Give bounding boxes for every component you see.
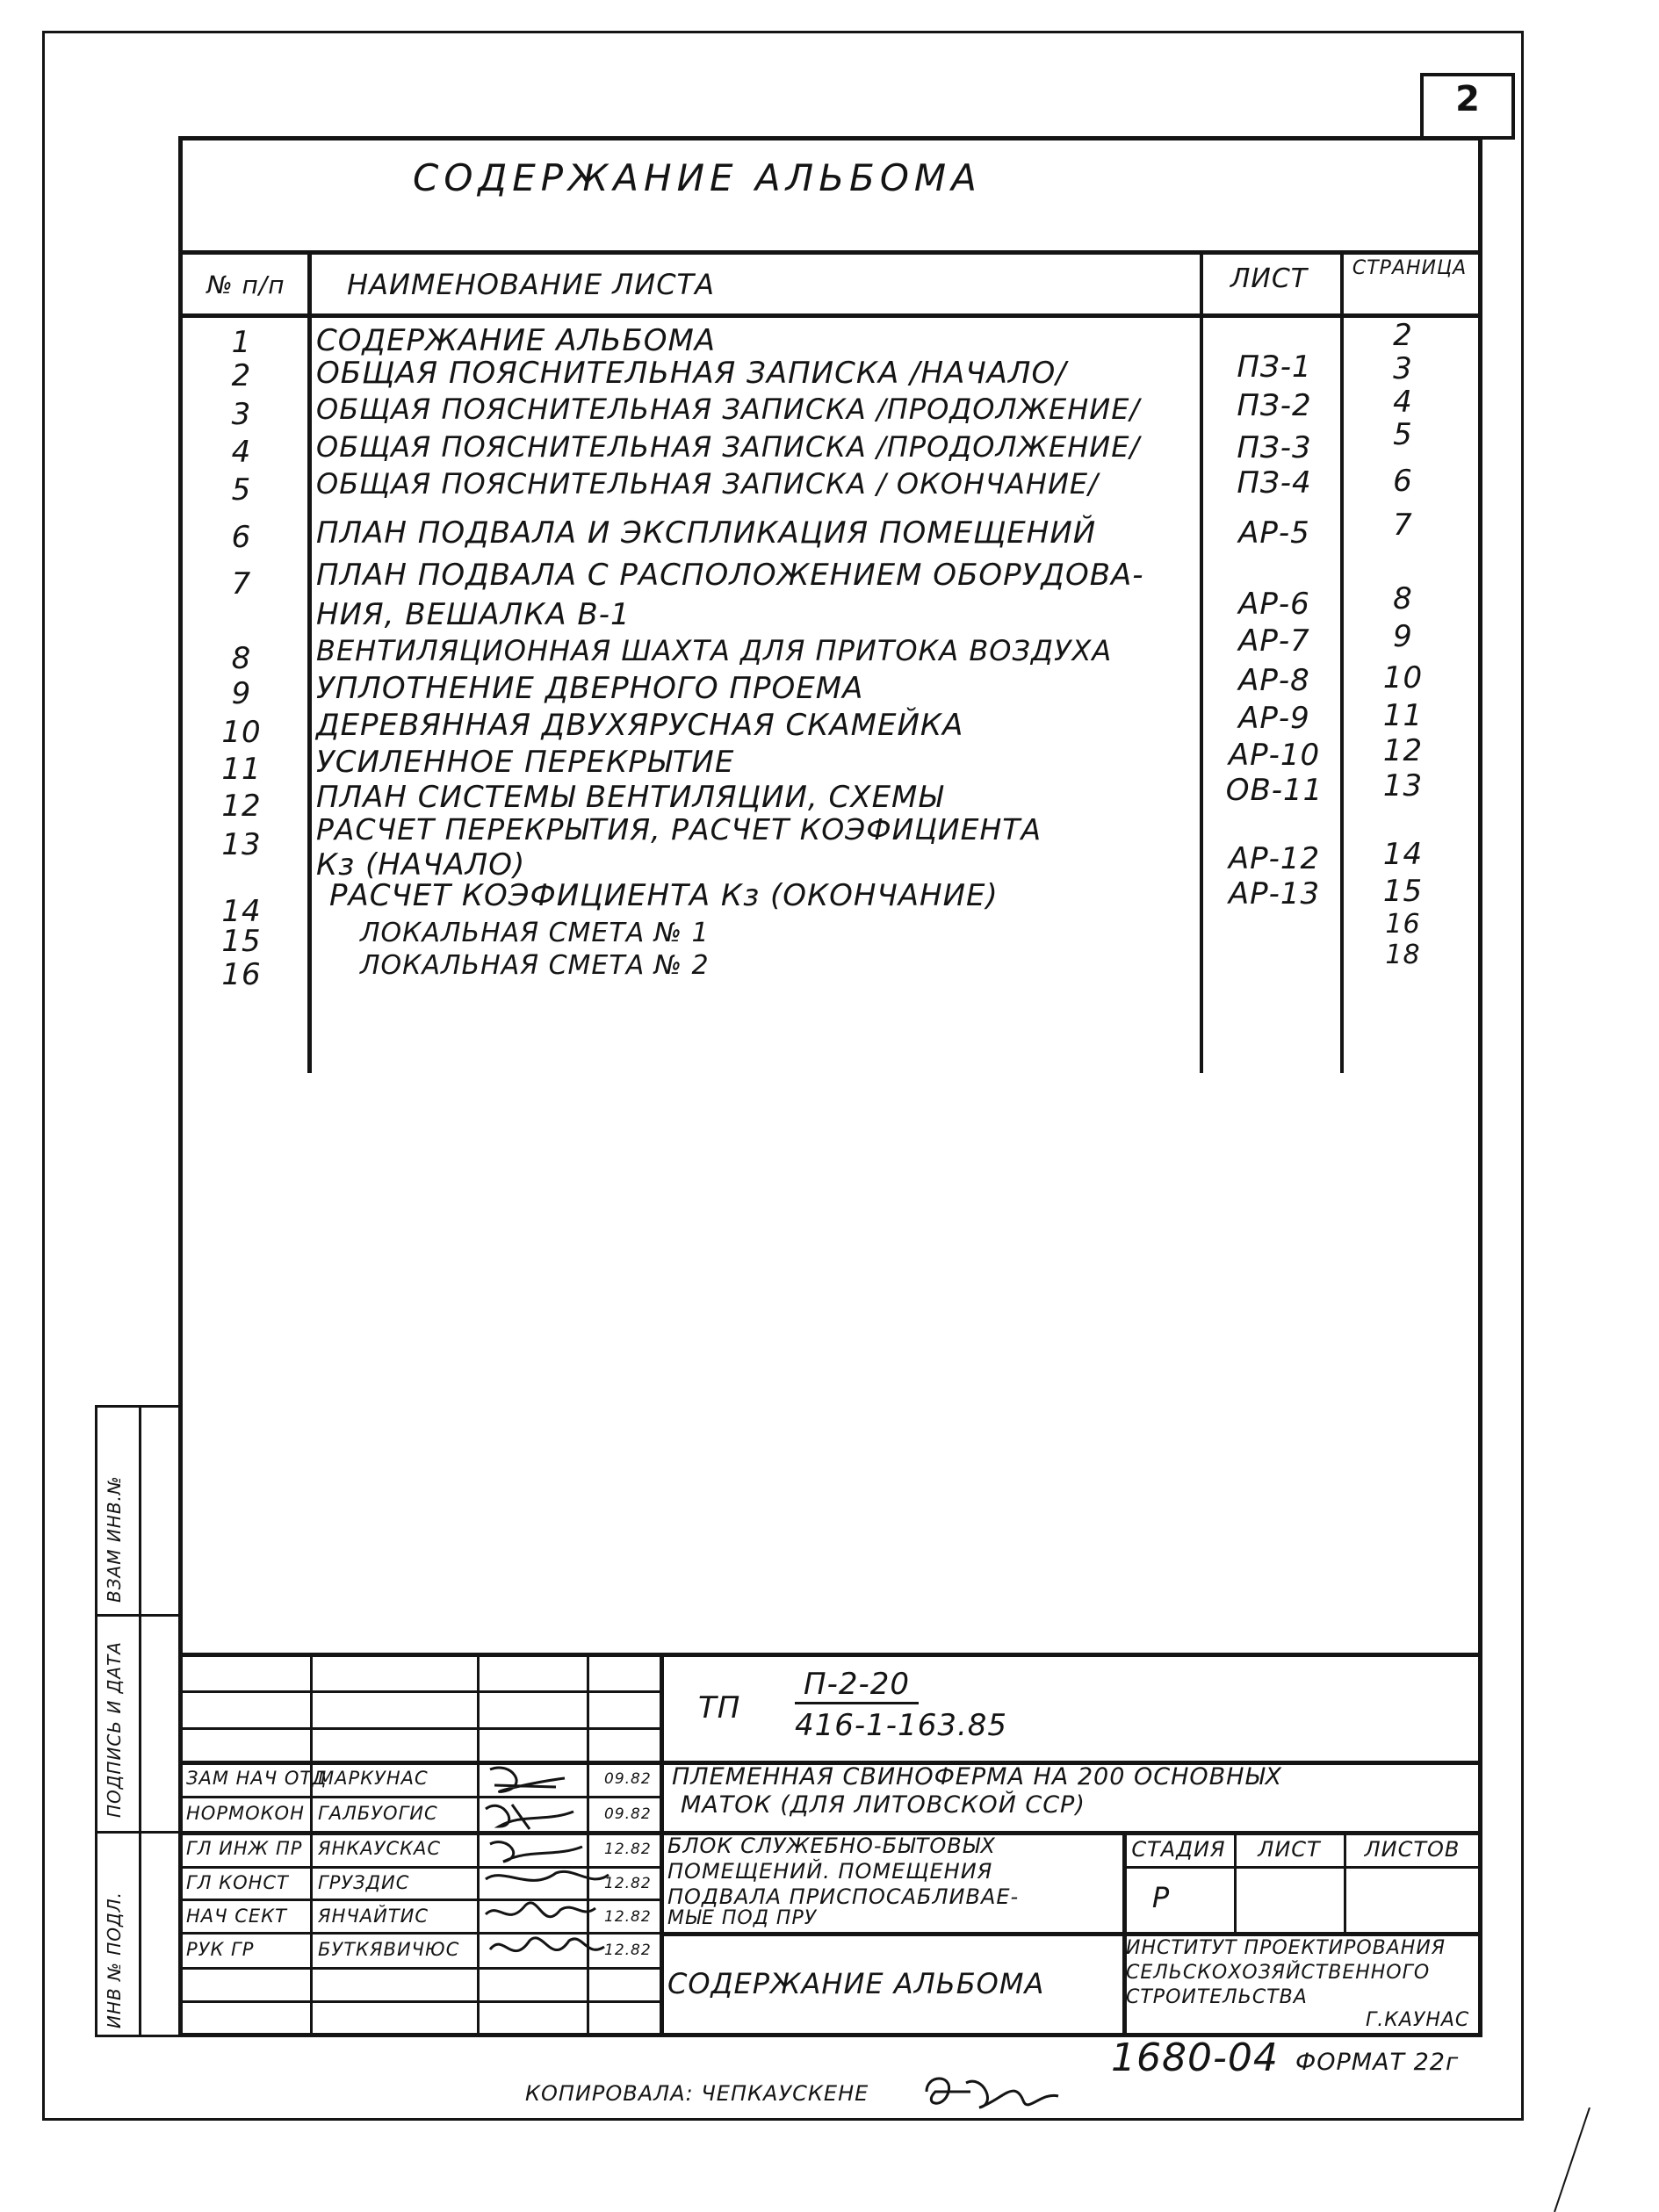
- row-14-page: 15: [1382, 874, 1424, 909]
- tb-role-1-name: МАРКУНАС: [318, 1768, 429, 1789]
- tb-code-prefix: ТП: [698, 1690, 741, 1726]
- tb-h-9: [660, 1932, 1482, 1936]
- stamp-number: 1680-04: [1111, 2035, 1279, 2080]
- tb-role-1: ЗАМ НАЧ ОТД: [186, 1768, 328, 1789]
- row-8-num: 8: [231, 641, 252, 676]
- tb-building-1: БЛОК СЛУЖЕБНО-БЫТОВЫХ: [667, 1834, 996, 1858]
- row-7-num: 7: [231, 566, 252, 602]
- header-num: № п/п: [206, 270, 285, 299]
- row-4-page: 5: [1393, 417, 1413, 452]
- col-divider-sheet: [1340, 252, 1344, 1073]
- tb-h-11: [178, 2000, 660, 2003]
- tb-role-4-name: ГРУЗДИС: [318, 1872, 410, 1893]
- row-5-page: 6: [1393, 464, 1413, 499]
- tb-role-6: РУК ГР: [186, 1939, 255, 1960]
- row-12-name: ПЛАН СИСТЕМЫ ВЕНТИЛЯЦИИ, СХЕМЫ: [316, 780, 944, 815]
- row-10-sheet: АР-9: [1238, 701, 1310, 736]
- side-stamp-divider: [139, 1405, 141, 2037]
- tb-role-5-date: 12.82: [604, 1908, 652, 1926]
- signature-5: [486, 1903, 595, 1917]
- tb-role-2-date: 09.82: [604, 1805, 652, 1823]
- signature-6: [490, 1938, 604, 1951]
- row-4-sheet: ПЗ-3: [1237, 430, 1312, 465]
- row-10-name: ДЕРЕВЯННАЯ ДВУХЯРУСНАЯ СКАМЕЙКА: [316, 708, 964, 743]
- row-8-name: ВЕНТИЛЯЦИОННАЯ ШАХТА ДЛЯ ПРИТОКА ВОЗДУХА: [316, 634, 1113, 667]
- row-6-num: 6: [231, 520, 252, 555]
- row-2-name: ОБЩАЯ ПОЯСНИТЕЛЬНАЯ ЗАПИСКА /НАЧАЛО/: [316, 356, 1067, 391]
- signature-4: [486, 1871, 609, 1880]
- tb-role-2-name: ГАЛБУОГИС: [318, 1803, 438, 1824]
- header-divider: [178, 313, 1482, 318]
- row-14-name: РАСЧЕТ КОЭФИЦИЕНТА Кз (ОКОНЧАНИЕ): [329, 878, 999, 913]
- row-13-name: РАСЧЕТ ПЕРЕКРЫТИЯ, РАСЧЕТ КОЭФИЦИЕНТА: [316, 812, 1042, 847]
- header-page: СТРАНИЦА: [1352, 257, 1468, 279]
- header-sheet: ЛИСТ: [1230, 263, 1309, 294]
- tb-role-3-date: 12.82: [604, 1841, 652, 1858]
- row-3-sheet: ПЗ-2: [1237, 388, 1312, 423]
- tb-v-main: [660, 1653, 664, 2037]
- row-9-num: 9: [231, 676, 252, 711]
- tb-institute-1: ИНСТИТУТ ПРОЕКТИРОВАНИЯ: [1126, 1937, 1446, 1959]
- tb-h-1: [178, 1690, 660, 1693]
- row-9-sheet: АР-8: [1238, 663, 1310, 698]
- tb-stage-value: Р: [1151, 1881, 1171, 1914]
- row-7-page: 8: [1393, 581, 1413, 616]
- row-11-num: 11: [221, 752, 262, 787]
- row-5-num: 5: [231, 472, 252, 508]
- row-13-num: 13: [221, 827, 262, 862]
- tb-institute-3: СТРОИТЕЛЬСТВА: [1126, 1986, 1308, 2008]
- tb-h-stage: [1122, 1866, 1482, 1869]
- tb-role-3-name: ЯНКАУСКАС: [318, 1838, 442, 1859]
- tb-sheets-label: ЛИСТОВ: [1364, 1837, 1461, 1862]
- row-15-num: 15: [221, 924, 262, 959]
- signature-1: [490, 1768, 565, 1791]
- tb-h-2: [178, 1727, 660, 1730]
- tb-institute-2: СЕЛЬСКОХОЗЯЙСТВЕННОГО: [1126, 1962, 1431, 1984]
- row-6-name: ПЛАН ПОДВАЛА И ЭКСПЛИКАЦИЯ ПОМЕЩЕНИЙ: [316, 515, 1097, 551]
- tb-role-2: НОРМОКОН: [186, 1803, 305, 1824]
- row-13-page: 14: [1382, 837, 1424, 872]
- row-12-num: 12: [221, 789, 262, 824]
- row-14-sheet: АР-13: [1228, 876, 1321, 911]
- row-5-sheet: ПЗ-4: [1237, 465, 1312, 501]
- format-label: ФОРМАТ 22г: [1295, 2049, 1460, 2076]
- tb-building-3: ПОДВАЛА ПРИСПОСАБЛИВАЕ-: [667, 1884, 1020, 1909]
- row-6-page: 7: [1393, 508, 1413, 543]
- tb-role-1-date: 09.82: [604, 1770, 652, 1788]
- row-9-name: УПЛОТНЕНИЕ ДВЕРНОГО ПРОЕМА: [316, 671, 864, 706]
- row-3-page: 4: [1393, 385, 1413, 420]
- row-8-sheet: АР-7: [1238, 623, 1310, 659]
- row-10-num: 10: [221, 715, 262, 750]
- row-15-name: ЛОКАЛЬНАЯ СМЕТА № 1: [360, 918, 710, 948]
- row-3-num: 3: [231, 397, 252, 432]
- side-stamp-replace: ВЗАМ ИНВ.№: [104, 1475, 125, 1603]
- row-12-page: 13: [1382, 768, 1424, 803]
- row-7-name-cont: НИЯ, ВЕШАЛКА В-1: [316, 597, 631, 632]
- row-16-num: 16: [221, 957, 262, 992]
- row-3-name: ОБЩАЯ ПОЯСНИТЕЛЬНАЯ ЗАПИСКА /ПРОДОЛЖЕНИЕ/: [316, 393, 1141, 426]
- row-16-page: 18: [1385, 940, 1421, 970]
- signatures: [477, 1761, 653, 1971]
- row-1-num: 1: [231, 325, 252, 360]
- row-6-sheet: АР-5: [1238, 515, 1310, 551]
- tb-project-name: ПЛЕМЕННАЯ СВИНОФЕРМА НА 200 ОСНОВНЫХ: [672, 1763, 1283, 1790]
- tb-role-4: ГЛ КОНСТ: [186, 1872, 289, 1893]
- row-11-sheet: АР-10: [1228, 738, 1321, 773]
- row-15-page: 16: [1385, 909, 1421, 940]
- tb-role-4-date: 12.82: [604, 1875, 652, 1892]
- row-2-page: 3: [1393, 351, 1413, 386]
- row-2-num: 2: [231, 358, 252, 393]
- row-1-name: СОДЕРЖАНИЕ АЛЬБОМА: [316, 323, 717, 358]
- tb-drawing-title: СОДЕРЖАНИЕ АЛЬБОМА: [667, 1967, 1045, 2000]
- row-2-sheet: ПЗ-1: [1237, 349, 1312, 385]
- copied-by: КОПИРОВАЛА: ЧЕПКАУСКЕНЕ: [525, 2081, 869, 2106]
- tb-code-line2: 416-1-163.85: [795, 1708, 1008, 1743]
- tb-project-name-cont: МАТОК (ДЛЯ ЛИТОВСКОЙ ССР): [681, 1791, 1086, 1819]
- row-11-name: УСИЛЕННОЕ ПЕРЕКРЫТИЕ: [316, 745, 735, 780]
- row-14-num: 14: [221, 894, 262, 929]
- col-divider-num: [307, 252, 312, 1073]
- row-5-name: ОБЩАЯ ПОЯСНИТЕЛЬНАЯ ЗАПИСКА / ОКОНЧАНИЕ/: [316, 467, 1099, 501]
- tb-role-5-name: ЯНЧАЙТИС: [318, 1906, 429, 1927]
- row-13-sheet: АР-12: [1228, 841, 1321, 876]
- row-4-num: 4: [231, 435, 252, 470]
- row-10-page: 11: [1382, 698, 1424, 733]
- tb-role-5: НАЧ СЕКТ: [186, 1906, 287, 1927]
- signature-3: [490, 1842, 582, 1862]
- row-1-page: 2: [1393, 318, 1413, 353]
- row-4-name: ОБЩАЯ ПОЯСНИТЕЛЬНАЯ ЗАПИСКА /ПРОДОЛЖЕНИЕ/: [316, 430, 1141, 464]
- tb-v-1: [310, 1653, 313, 2037]
- tb-role-3: ГЛ ИНЖ ПР: [186, 1838, 303, 1859]
- copy-signature: [918, 2065, 1076, 2118]
- signature-2: [486, 1805, 573, 1829]
- title-divider: [178, 250, 1482, 255]
- side-stamp-row-2: [95, 1831, 183, 1834]
- tb-role-6-date: 12.82: [604, 1942, 652, 1959]
- row-8-page: 9: [1393, 619, 1413, 654]
- tb-city: Г.КАУНАС: [1366, 2009, 1470, 2031]
- tb-top: [178, 1653, 1482, 1657]
- tb-code-line1: П-2-20: [795, 1667, 919, 1704]
- page-title: СОДЕРЖАНИЕ АЛЬБОМА: [413, 156, 982, 199]
- side-stamp-sign: ПОДПИСЬ И ДАТА: [104, 1641, 125, 1818]
- row-12-sheet: ОВ-11: [1225, 773, 1324, 808]
- side-stamp-inv: ИНВ № ПОДЛ.: [104, 1891, 125, 2028]
- row-7-name: ПЛАН ПОДВАЛА С РАСПОЛОЖЕНИЕМ ОБОРУДОВА-: [316, 558, 1144, 593]
- row-7-sheet: АР-6: [1238, 587, 1310, 622]
- sheet-number: 2: [1455, 79, 1480, 119]
- row-16-name: ЛОКАЛЬНАЯ СМЕТА № 2: [360, 950, 710, 981]
- tb-building-4: МЫЕ ПОД ПРУ: [667, 1907, 818, 1929]
- row-13-name-cont: Кз (НАЧАЛО): [316, 847, 526, 883]
- tb-stage-label: СТАДИЯ: [1131, 1837, 1226, 1862]
- edge-mark: [1546, 2108, 1598, 2212]
- row-9-page: 10: [1382, 660, 1424, 695]
- side-stamp-row-1: [95, 1614, 183, 1617]
- tb-building-2: ПОМЕЩЕНИЙ. ПОМЕЩЕНИЯ: [667, 1859, 993, 1884]
- tb-sheet-label: ЛИСТ: [1258, 1837, 1321, 1862]
- row-11-page: 12: [1382, 733, 1424, 768]
- header-name: НАИМЕНОВАНИЕ ЛИСТА: [347, 268, 715, 301]
- tb-role-6-name: БУТКЯВИЧЮС: [318, 1939, 460, 1960]
